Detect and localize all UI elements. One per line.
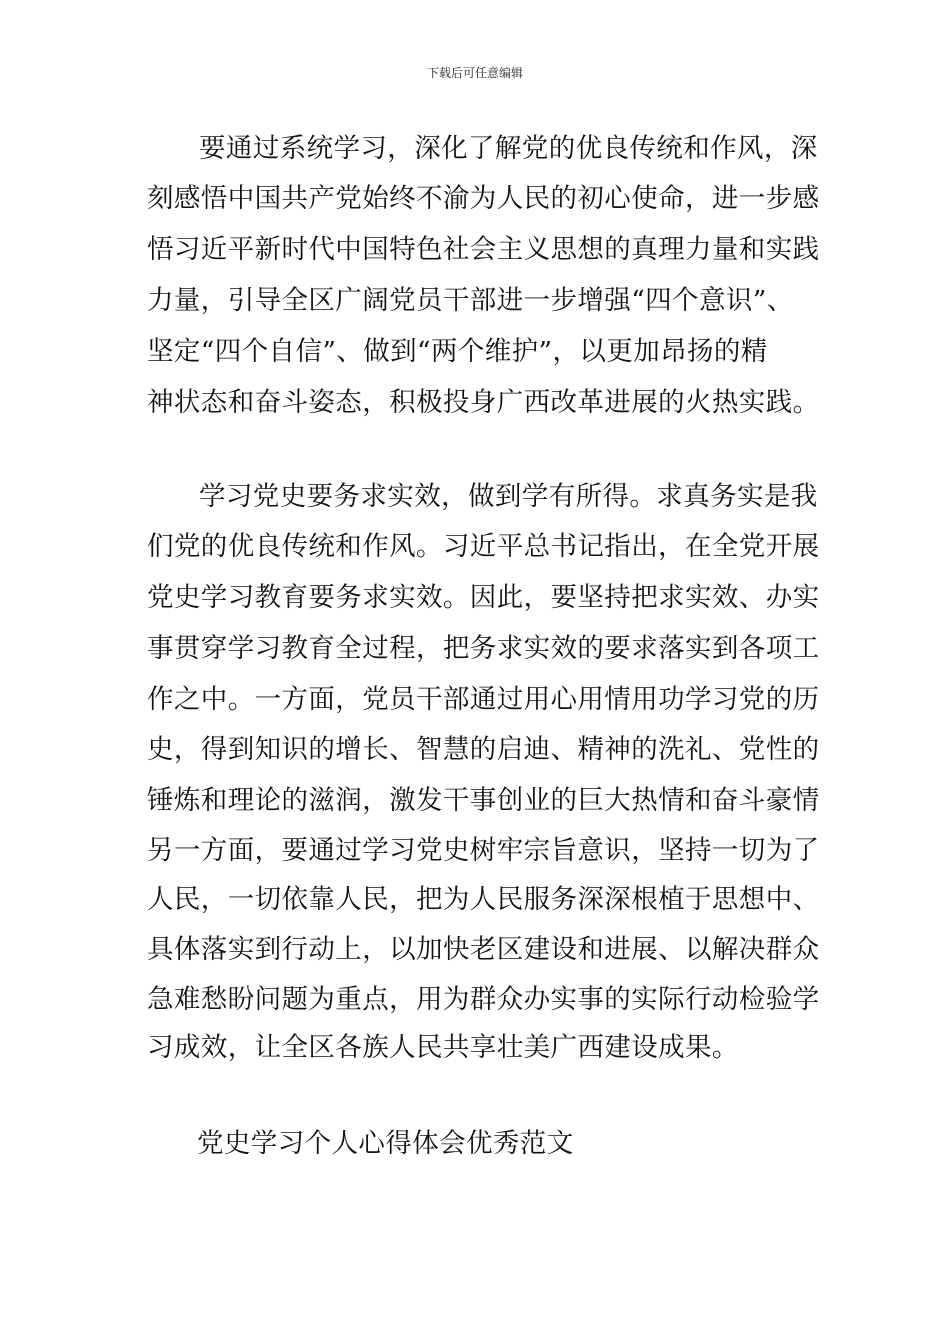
- paragraph-2-line-12: 习成效，让全区各族人民共享壮美广西建设成果。: [147, 1032, 739, 1063]
- paragraph-2-line-5: 作之中。一方面，党员干部通过用心用情用功学习党的历: [147, 684, 820, 715]
- paragraph-2-line-9: 人民，一切依靠人民，把为人民服务深深根植于思想中、: [147, 884, 820, 915]
- paragraph-2-line-7: 锤炼和理论的滋润，激发干事创业的巨大热情和奋斗豪情: [147, 785, 820, 816]
- paragraph-1-line-2: 刻感悟中国共产党始终不渝为人民的初心使命，进一步感: [147, 183, 820, 214]
- paragraph-1-line-1: 要通过系统学习，深化了解党的优良传统和作风，深: [199, 133, 818, 164]
- paragraph-2-line-8: 另一方面，要通过学习党史树牢宗旨意识，坚持一切为了: [147, 835, 820, 866]
- paragraph-1-line-4: 力量，引导全区广阔党员干部进一步增强“四个意识”、: [147, 285, 794, 316]
- paragraph-2-line-3: 党史学习教育要务求实效。因此，要坚持把求实效、办实: [147, 582, 820, 613]
- paragraph-2-line-10: 具体落实到行动上，以加快老区建设和进展、以解决群众: [147, 934, 820, 965]
- paragraph-2-line-1: 学习党史要务求实效，做到学有所得。求真务实是我: [199, 481, 818, 512]
- paragraph-2-line-2: 们党的优良传统和作风。习近平总书记指出，在全党开展: [147, 531, 820, 562]
- paragraph-2-line-6: 史，得到知识的增长、智慧的启迪、精神的洗礼、党性的: [147, 734, 820, 765]
- page-header: 下载后可任意编辑: [426, 66, 523, 80]
- section-title: 党史学习个人心得体会优秀范文: [197, 1128, 574, 1159]
- paragraph-1-line-3: 悟习近平新时代中国特色社会主义思想的真理力量和实践: [147, 234, 820, 265]
- paragraph-1-line-6: 神状态和奋斗姿态，积极投身广西改革进展的火热实践。: [147, 387, 820, 418]
- paragraph-1-line-5: 坚定“四个自信”、做到“两个维护”，以更加昂扬的精: [147, 336, 768, 367]
- paragraph-2-line-11: 急难愁盼问题为重点，用为群众办实事的实际行动检验学: [147, 984, 820, 1015]
- paragraph-2-line-4: 事贯穿学习教育全过程，把务求实效的要求落实到各项工: [147, 633, 820, 664]
